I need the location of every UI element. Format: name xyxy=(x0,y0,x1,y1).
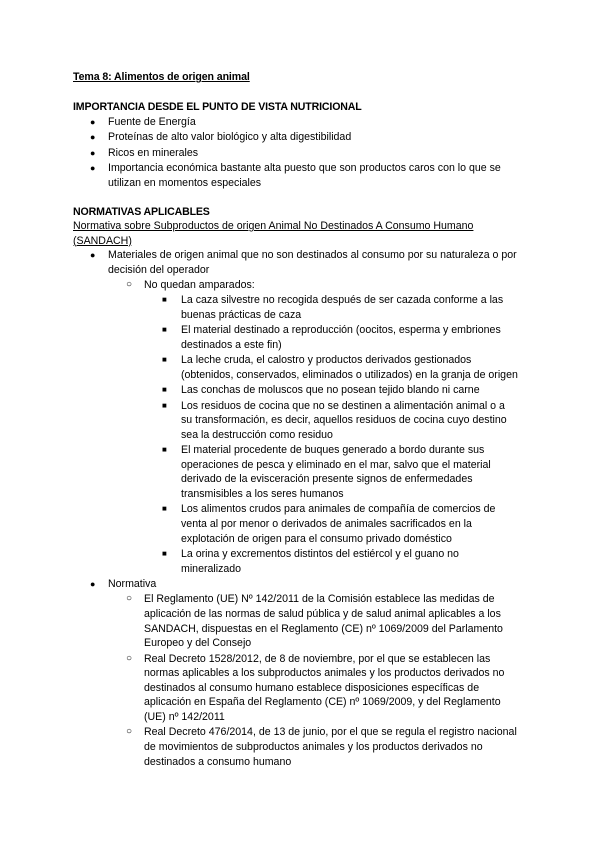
square-bullet-icon: ■ xyxy=(162,325,167,335)
list-item: ■ Los alimentos crudos para animales de compañía de comercios de venta al por menor o derivados de animales sacrificados en la explotación de origen para el consumo privado doméstico xyxy=(162,503,496,545)
list-item: ○ Real Decreto 1528/2012, de 8 de noviembre, por el que se establecen las normas aplicables a los subproductos animales y los productos derivados no destinados al consumo humano establece disposiciones específicas de aplicación en España del Reglamento (CE) nº 1069/2009, y del Reglamento (UE) nº 142/2011 xyxy=(126,652,505,723)
list-item: ● Fuente de Energía xyxy=(90,116,196,128)
list-item: ■ La caza silvestre no recogida después de ser cazada conforme a las buenas prácticas de caza xyxy=(162,294,504,321)
square-bullet-icon: ■ xyxy=(162,504,167,514)
page-title: Tema 8: Alimentos de origen animal xyxy=(73,71,250,83)
list-item: ○ No quedan amparados: xyxy=(126,278,255,291)
circle-bullet-icon: ○ xyxy=(126,652,133,664)
square-bullet-icon: ■ xyxy=(162,400,167,410)
square-bullet-icon: ■ xyxy=(162,295,167,305)
square-bullet-icon: ■ xyxy=(162,355,167,365)
bullet-icon: ● xyxy=(90,579,96,590)
list-item: ■ Las conchas de moluscos que no posean tejido blando ni carne xyxy=(162,384,480,397)
square-bullet-icon: ■ xyxy=(162,385,167,395)
circle-bullet-icon: ○ xyxy=(126,726,133,738)
section-heading-nutricional: IMPORTANCIA DESDE EL PUNTO DE VISTA NUTRICIONAL xyxy=(73,101,362,113)
list-item: ● Materiales de origen animal que no son destinados al consumo por su naturaleza o por decisión del operador xyxy=(90,249,517,276)
normativas-list xyxy=(0,248,600,770)
list-item: ○ Real Decreto 476/2014, de 13 de junio, por el que se regula el registro nacional de movimientos de subproductos animales y los productos derivados no destinados a consumo humano xyxy=(126,726,517,768)
list-item: ■ El material procedente de buques generado a bordo durante sus operaciones de pesca y eliminado en el mar, salvo que el material derivado de la evisceración presente signos de enfermedades transmisibles a los seres humanos xyxy=(162,444,491,501)
list-item: ● Importancia económica bastante alta puesto que son productos caros con lo que se utilizan en momentos especiales xyxy=(90,162,501,189)
square-bullet-icon: ■ xyxy=(162,445,167,455)
list-item: ● Proteínas de alto valor biológico y alta digestibilidad xyxy=(90,131,352,144)
bullet-icon: ● xyxy=(90,117,96,127)
square-bullet-icon: ■ xyxy=(162,549,167,559)
list-item: ■ La orina y excrementos distintos del estiércol y el guano no mineralizado xyxy=(162,548,459,575)
list-item: ■ Los residuos de cocina que no se destinen a alimentación animal o a su transformación, es decir, aquellos residuos de cocina cuyo destino sea la destrucción como residuo xyxy=(162,399,507,441)
circle-bullet-icon: ○ xyxy=(126,593,133,605)
list-item: ■ El material destinado a reproducción (oocitos, esperma y embriones destinados a este fin) xyxy=(162,324,501,351)
section-heading-normativas: NORMATIVAS APLICABLES xyxy=(73,206,210,218)
bullet-icon: ● xyxy=(90,147,96,158)
sandach-link[interactable]: Normativa sobre Subproductos de origen Animal No Destinados A Consumo Humano (SANDACH) xyxy=(73,220,474,247)
list-item: ○ El Reglamento (UE) Nº 142/2011 de la Comisión establece las medidas de aplicación de las normas de salud pública y de salud animal aplicables a los SANDACH, dispuestas en el Reglamento (CE) nº 1069/2009 del Parlamento Europeo y del Consejo xyxy=(126,593,503,650)
nutricional-list xyxy=(0,115,600,191)
bullet-icon: ● xyxy=(90,163,96,174)
list-item: ■ La leche cruda, el calostro y productos derivados gestionados (obtenidos, conservados, eliminados o utilizados) en la granja de origen xyxy=(162,354,518,381)
list-item: ● Normativa xyxy=(90,578,157,591)
list-item: ● Ricos en minerales xyxy=(90,146,199,159)
circle-bullet-icon: ○ xyxy=(126,278,133,290)
bullet-icon: ● xyxy=(90,132,96,143)
bullet-icon: ● xyxy=(90,250,96,260)
